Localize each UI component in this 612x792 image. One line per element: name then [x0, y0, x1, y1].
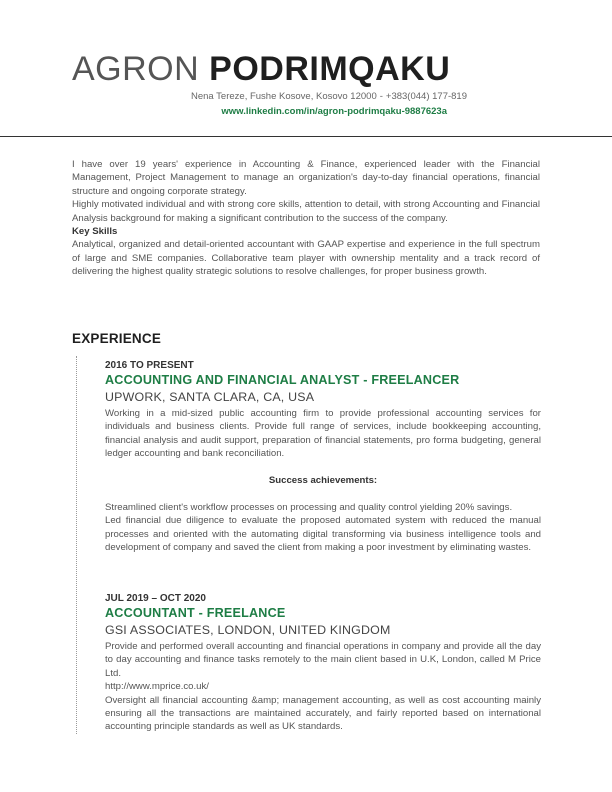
job-title: ACCOUNTING AND FINANCIAL ANALYST - FREELANCER	[105, 373, 460, 387]
job-description-paragraph: Working in a mid-sized public accounting firm to provide professional accounting services for individuals and business clients. Provide full range of services, include bookkeeping accounting, financial analysis and audit support, preparation of financial statements, pro forma budgeting, general ledger accounting and bank reconciliation.	[105, 408, 541, 460]
achievements-heading: Success achievements:	[268, 474, 378, 486]
first-name: AGRON	[72, 50, 200, 88]
experience-heading: EXPERIENCE	[72, 331, 162, 346]
summary-paragraph-2: Highly motivated individual and with strong core skills, attention to detail, with strong Accounting and Financial Analysis background for making a significant contribution to the success of the company.	[72, 199, 540, 224]
header-divider	[0, 136, 612, 137]
last-name: PODRIMQAKU	[209, 50, 451, 88]
job-dates: JUL 2019 – OCT 2020	[105, 593, 206, 604]
company-website-link[interactable]: http://www.mprice.co.uk/	[105, 681, 209, 693]
achievement-item: Led financial due diligence to evaluate the proposed automated system with reduced the manual processes and oriented with the automating digital transforming via business intelligence tools and development of company and saved the client from making a poor investment by eliminating wastes.	[105, 515, 541, 554]
phone: +383(044) 177-819	[385, 91, 467, 102]
job-description	[105, 640, 541, 734]
job-title: ACCOUNTANT - FREELANCE	[105, 606, 286, 620]
job-organization: UPWORK, SANTA CLARA, CA, USA	[105, 390, 315, 404]
job-dates: 2016 TO PRESENT	[105, 360, 194, 371]
key-skills-heading: Key Skills	[72, 226, 118, 238]
timeline-line	[76, 356, 77, 734]
job-description-paragraph: Provide and performed overall accounting and financial operations in company and provide all the day to day accounting and finance tasks remotely to the main client based in U.K, London, called M Price Ltd.	[105, 641, 541, 679]
candidate-name	[72, 50, 450, 88]
experience-entry	[105, 592, 541, 734]
summary-paragraph-3: Analytical, organized and detail-oriented accountant with GAAP expertise and experience in the full spectrum of large and SME companies. Collaborative team player with ownership mentality and a track record of delivering the highest quality strategic solutions to resolve challenges, for proper business growth.	[72, 239, 540, 278]
job-description	[105, 407, 541, 555]
profile-summary	[72, 158, 540, 279]
linkedin-link[interactable]: www.linkedin.com/in/agron-podrimqaku-9887623a	[221, 106, 447, 117]
summary-paragraph-1: I have over 19 years' experience in Accounting & Finance, experienced leader with the Financial Management, Project Management to manage an organization's day-to-day financial operations, financial structure and ongoing corporate strategy.	[72, 159, 540, 197]
experience-entry	[105, 359, 541, 555]
achievement-item: Streamlined client's workflow processes on processing and quality control yielding 20% savings.	[105, 502, 513, 514]
job-organization: GSI ASSOCIATES, LONDON, UNITED KINGDOM	[105, 623, 391, 637]
contact-line	[191, 91, 467, 102]
job-description-paragraph: Oversight all financial accounting &amp; management accounting, as well as cost accounting mainly ensuring all the transactions are maintained accurately, and fairly reported based on international accounting principle standards as well as UK standards.	[105, 694, 541, 733]
contact-separator: -	[379, 91, 383, 102]
address: Nena Tereze, Fushe Kosove, Kosovo 12000	[191, 91, 377, 102]
